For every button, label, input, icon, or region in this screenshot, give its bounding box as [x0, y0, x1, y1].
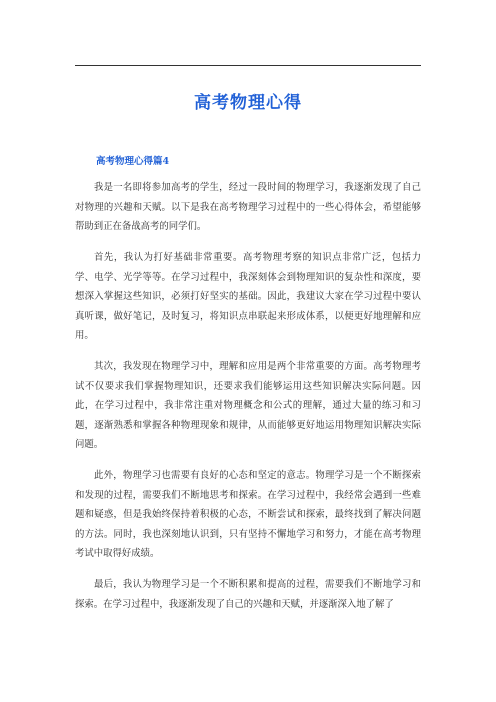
- paragraph-understanding: 其次，我发现在物理学习中，理解和应用是两个非常重要的方面。高考物理考试不仅要求我们掌握物理知识，还要求我们能够运用这些知识解决实际问题。因此，在学习过程中，我非常注重对物理概念和公式的理解，通过大量的练习和习题，逐渐熟悉和掌握各种物理现象和规律，从而能够更好地运用物理知识解决实际问题。: [75, 361, 421, 450]
- document-body: [75, 178, 421, 626]
- document-title: 高考物理心得: [194, 93, 302, 113]
- header-rule: [75, 65, 421, 66]
- paragraph-foundation: 首先，我认为打好基础非常重要。高考物理考察的知识点非常广泛，包括力学、电学、光学等等。在学习过程中，我深刻体会到物理知识的复杂性和深度，要想深入掌握这些知识，必须打好坚实的基础。因此，我建议大家在学习过程中要认真听课，做好笔记，及时复习，将知识点串联起来形成体系，以便更好地理解和应用。: [75, 252, 421, 341]
- paragraph-intro: 我是一名即将参加高考的学生，经过一段时间的物理学习，我逐渐发现了自己对物理的兴趣和天赋。以下是我在高考物理学习过程中的一些心得体会，希望能够帮助到正在备战高考的同学们。: [75, 182, 421, 232]
- paragraph-conclusion: 最后，我认为物理学习是一个不断积累和提高的过程，需要我们不断地学习和探索。在学习过程中，我逐渐发现了自己的兴趣和天赋，并逐渐深入地了解了: [75, 579, 421, 610]
- paragraph-mindset: 此外，物理学习也需要有良好的心态和坚定的意志。物理学习是一个不断探索和发现的过程，需要我们不断地思考和探索。在学习过程中，我经常会遇到一些难题和疑惑，但是我始终保持着积极的心态，不断尝试和探索，最终找到了解决问题的方法。同时，我也深刻地认识到，只有坚持不懈地学习和努力，才能在高考物理考试中取得好成绩。: [75, 470, 421, 559]
- section-heading: 高考物理心得篇4: [96, 156, 170, 167]
